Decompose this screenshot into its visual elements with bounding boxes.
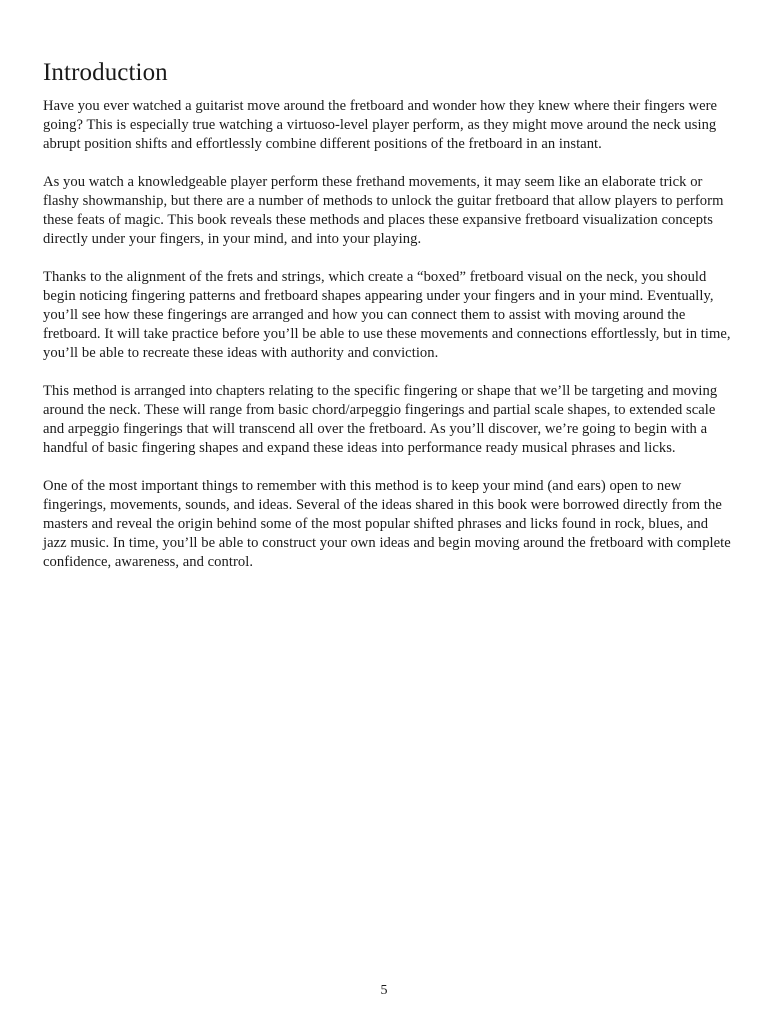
paragraph-5: One of the most important things to remember with this method is to keep your mind (and ears) open to new fingerings, movements, sounds, and ideas. Several of the ideas shared in this book were borrowed directly from the masters and reveal the origin behind some of the most popular shifted phrases and licks found in rock, blues, and jazz music. In time, you’ll be able to construct your own ideas and begin moving around the fretboard with complete confidence, awareness, and control.: [43, 478, 731, 570]
paragraph-3: Thanks to the alignment of the frets and strings, which create a “boxed” fretboard visual on the neck, you should begin noticing fingering patterns and fretboard shapes appearing under your fingers and in your mind. Eventually, you’ll see how these fingerings are arranged and how you can connect them to assist with moving around the fretboard. It will take practice before you’ll be able to use these movements and connections effortlessly, but in time, you’ll be able to recreate these ideas with authority and conviction.: [43, 269, 731, 361]
paragraph-2: As you watch a knowledgeable player perform these frethand movements, it may seem like an elaborate trick or flashy showmanship, but there are a number of methods to unlock the guitar fretboard that allow players to perform these feats of magic. This book reveals these methods and places these expansive fretboard visualization concepts directly under your fingers, in your mind, and into your playing.: [43, 174, 724, 247]
paragraph-1: Have you ever watched a guitarist move around the fretboard and wonder how they knew where their fingers were going? This is especially true watching a virtuoso-level player perform, as they might move around the neck using abrupt position shifts and effortlessly combine different positions of the fretboard in an instant.: [43, 98, 718, 152]
page-body: [43, 58, 733, 591]
page-title: Introduction: [43, 59, 168, 86]
page-number: 5: [380, 983, 388, 998]
paragraph-4: This method is arranged into chapters relating to the specific fingering or shape that we’ll be targeting and moving around the neck. These will range from basic chord/arpeggio fingerings and partial scale shapes, to extended scale and arpeggio fingerings that will transcend all over the fretboard. As you’ll discover, we’re going to begin with a handful of basic fingering shapes and expand these ideas into performance ready musical phrases and licks.: [43, 383, 718, 456]
